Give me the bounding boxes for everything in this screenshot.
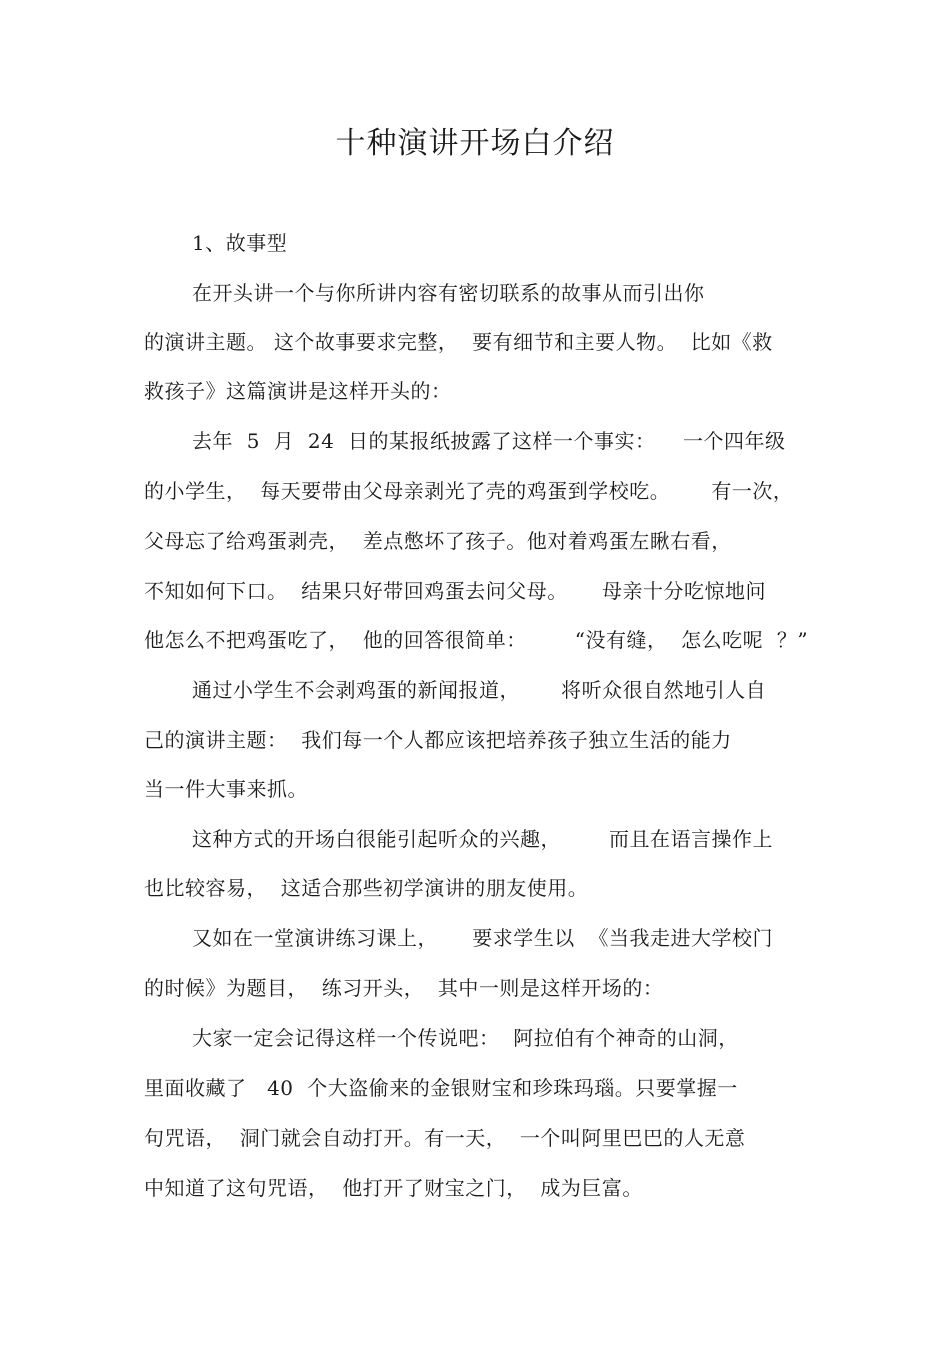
paragraph-line: 的时候》为题目， 练习开头， 其中一则是这样开场的： — [144, 976, 664, 1000]
paragraph-line: 大家一定会记得这样一个传说吧： 阿拉伯有个神奇的山洞， — [192, 1026, 739, 1050]
paragraph-line: 的演讲主题。 这个故事要求完整， 要有细节和主要人物。 比如《救 — [144, 330, 773, 354]
paragraph-line: 也比较容易， 这适合那些初学演讲的朋友使用。 — [144, 876, 589, 900]
paragraph-line: 在开头讲一个与你所讲内容有密切联系的故事从而引出你 — [192, 281, 705, 305]
paragraph-line: 句咒语， 洞门就会自动打开。有一天， 一个叫阿里巴巴的人无意 — [144, 1126, 746, 1150]
paragraph-line: 通过小学生不会剥鸡蛋的新闻报道， 将听众很自然地引人自 — [192, 678, 767, 702]
paragraph-line: 的小学生， 每天要带由父母亲剥光了壳的鸡蛋到学校吃。 有一次， — [144, 479, 794, 503]
paragraph-line: 里面收藏了 40 个大盗偷来的金银财宝和珍珠玛瑙。只要掌握一 — [144, 1076, 738, 1100]
paragraph-line: 他怎么不把鸡蛋吃了， 他的回答很简单： “没有缝， 怎么吃呢 ？” — [144, 628, 809, 652]
paragraph-line: 己的演讲主题： 我们每一个人都应该把培养孩子独立生活的能力 — [144, 728, 732, 752]
paragraph-line: 又如在一堂演讲练习课上， 要求学生以 《当我走进大学校门 — [192, 926, 774, 950]
paragraph-line: 救孩子》这篇演讲是这样开头的： — [144, 379, 452, 403]
section-heading-story: 1、故事型 — [192, 231, 288, 255]
paragraph-line: 中知道了这句咒语， 他打开了财宝之门， 成为巨富。 — [144, 1176, 643, 1200]
document-title: 十种演讲开场白介绍 — [335, 126, 615, 161]
paragraph-line: 不知如何下口。 结果只好带回鸡蛋去问父母。 母亲十分吃惊地问 — [144, 579, 767, 603]
paragraph-line: 当一件大事来抓。 — [144, 777, 308, 801]
paragraph-line: 这种方式的开场白很能引起听众的兴趣， 而且在语言操作上 — [192, 827, 774, 851]
paragraph-line: 父母忘了给鸡蛋剥壳， 差点憋坏了孩子。他对着鸡蛋左瞅右看， — [144, 529, 732, 553]
paragraph-line: 去年 5 月 24 日的某报纸披露了这样一个事实： 一个四年级 — [192, 429, 786, 453]
